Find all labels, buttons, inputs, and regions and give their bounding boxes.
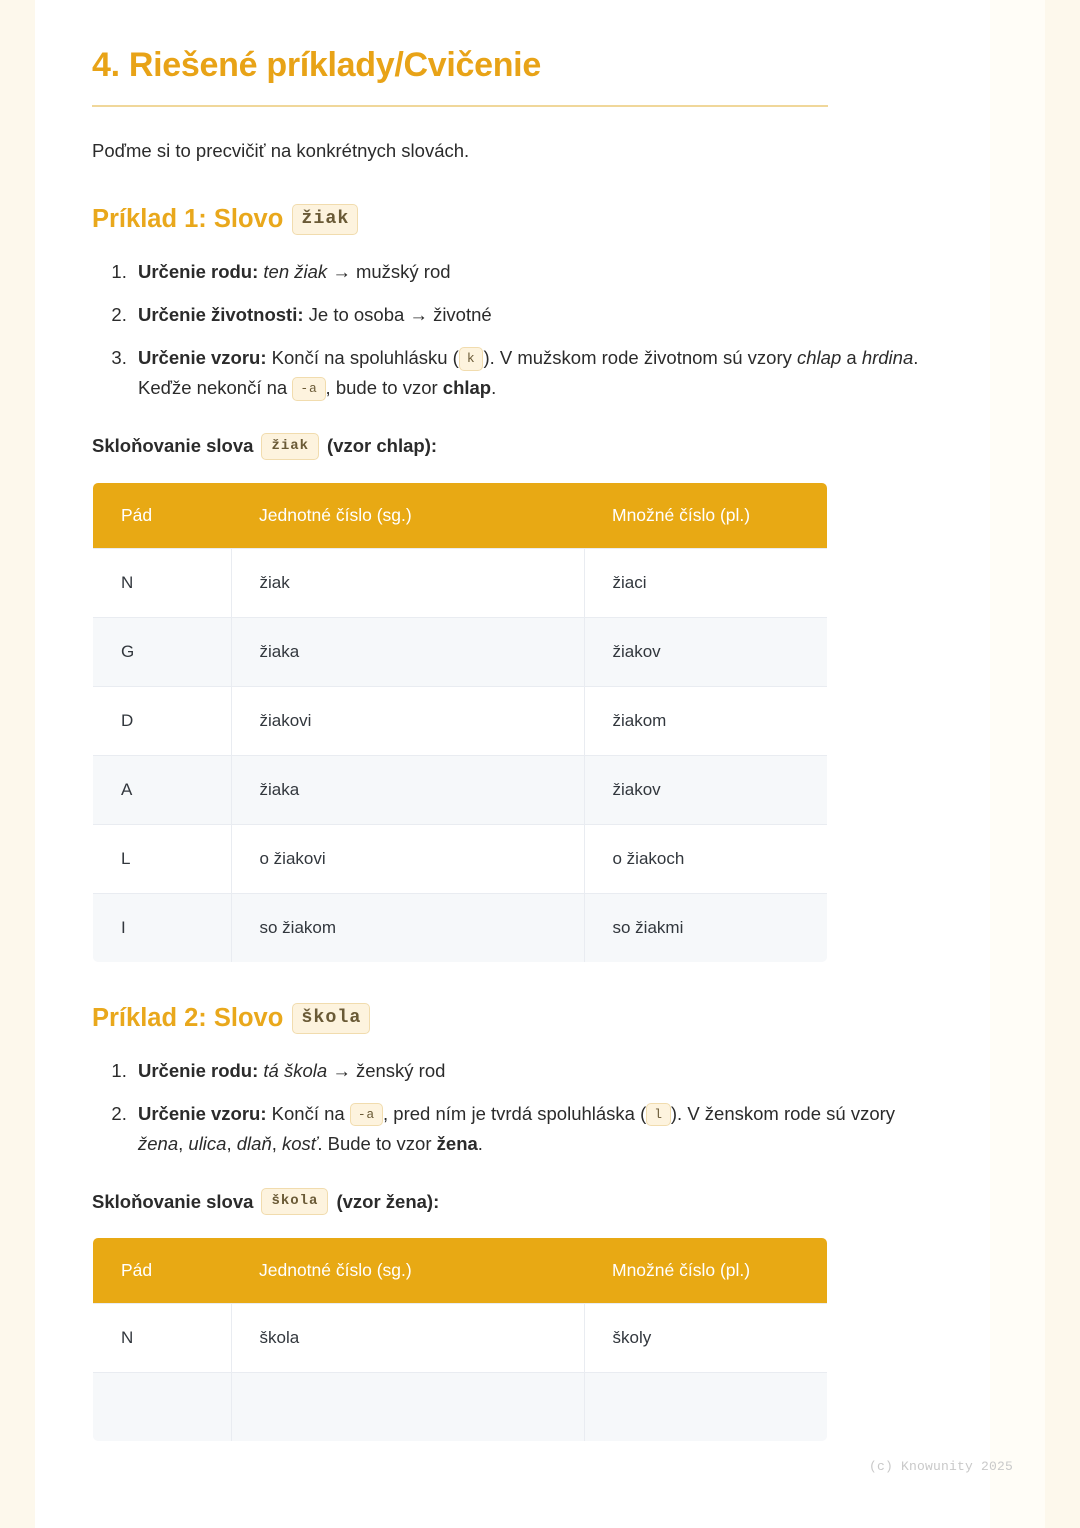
cell-case: [93, 1373, 232, 1442]
cell-plural: o žiakoch: [584, 824, 828, 893]
example-2-word-code: škola: [292, 1003, 370, 1034]
pattern-chlap: chlap: [797, 346, 842, 368]
step-text: ). V mužskom rode životnom sú vzory: [483, 346, 797, 368]
table-row: [93, 1373, 828, 1442]
step-text: ,: [226, 1132, 237, 1154]
cell-case: N: [93, 1304, 232, 1373]
cell-plural: [584, 1373, 828, 1442]
example-2-heading-label: Príklad 2: Slovo: [92, 1003, 284, 1032]
example-2-declension-table: [92, 1237, 828, 1442]
example-1-word-code: žiak: [292, 204, 358, 235]
cell-plural: žiakov: [584, 617, 828, 686]
step-text: ,: [178, 1132, 189, 1154]
inline-code-a: -a: [292, 377, 325, 401]
cell-case: D: [93, 686, 232, 755]
result-pattern: žena: [436, 1132, 478, 1154]
declension-heading-suffix: (vzor žena):: [336, 1190, 440, 1212]
step-text: . Keďže nekončí na: [138, 346, 919, 398]
cell-plural: žiakom: [584, 686, 828, 755]
step-label: Určenie rodu:: [138, 1059, 259, 1081]
column-header-case: Pád: [93, 1238, 232, 1304]
step-italic: tá škola: [263, 1059, 328, 1081]
cell-case: N: [93, 548, 232, 617]
example-2-heading: [92, 1003, 930, 1034]
page-title: 4. Riešené príklady/Cvičenie: [92, 46, 541, 84]
cell-case: L: [93, 824, 232, 893]
document-page: [35, 0, 1045, 1528]
step-text: → ženský rod: [327, 1059, 446, 1081]
cell-plural: žiakov: [584, 755, 828, 824]
pattern-dlan: dlaň: [236, 1132, 272, 1154]
cell-singular: so žiakom: [231, 893, 584, 962]
table-row: [93, 893, 828, 962]
cell-singular: škola: [231, 1304, 584, 1373]
cell-singular: [231, 1373, 584, 1442]
table-header-row: [93, 482, 828, 548]
cell-singular: žiaka: [231, 617, 584, 686]
cell-plural: so žiakmi: [584, 893, 828, 962]
example-1-steps: [92, 257, 930, 403]
example-1-heading-label: Príklad 1: Slovo: [92, 205, 284, 234]
declension-word-code: žiak: [261, 433, 319, 460]
step-text: .: [491, 376, 497, 398]
step-text: . Bude to vzor: [317, 1132, 437, 1154]
cell-case: I: [93, 893, 232, 962]
column-header-case: Pád: [93, 482, 232, 548]
cell-case: A: [93, 755, 232, 824]
step-text: ,: [271, 1132, 283, 1154]
step-text: → mužský rod: [327, 261, 451, 283]
example-2-steps: [92, 1056, 930, 1159]
table-row: [93, 755, 828, 824]
cell-singular: žiakovi: [231, 686, 584, 755]
cell-plural: školy: [584, 1304, 828, 1373]
list-item: [132, 1099, 930, 1159]
declension-word-code: škola: [261, 1188, 328, 1215]
step-text: ). V ženskom rode sú vzory: [670, 1102, 896, 1124]
cell-singular: žiak: [231, 548, 584, 617]
table-row: [93, 824, 828, 893]
list-item: [132, 1056, 930, 1086]
table-row: [93, 1304, 828, 1373]
column-header-plural: Množné číslo (pl.): [584, 1238, 828, 1304]
step-label: Určenie rodu:: [138, 261, 259, 283]
table-row: [93, 686, 828, 755]
document-content: [35, 0, 990, 1442]
table-header-row: [93, 1238, 828, 1304]
result-pattern: chlap: [442, 376, 492, 398]
list-item: [132, 300, 930, 330]
pattern-kost: kosť: [282, 1132, 318, 1154]
pattern-ulica: ulica: [188, 1132, 227, 1154]
inline-code-l: l: [646, 1103, 671, 1127]
table-row: [93, 617, 828, 686]
list-item: [132, 343, 930, 403]
step-text: , pred ním je tvrdá spoluhláska (: [383, 1102, 647, 1124]
step-label: Určenie životnosti:: [138, 304, 304, 325]
pattern-zena: žena: [138, 1132, 179, 1154]
intro-paragraph: Poďme si to precvičiť na konkrétnych slovách.: [92, 139, 470, 161]
title-divider: [92, 105, 828, 107]
cell-case: G: [93, 617, 232, 686]
pattern-hrdina: hrdina: [861, 346, 914, 368]
step-text: Končí na: [266, 1102, 350, 1124]
step-text: , bude to vzor: [325, 376, 443, 398]
cell-plural: žiaci: [584, 548, 828, 617]
declension-heading-suffix: (vzor chlap):: [327, 435, 438, 457]
example-1-declension-table: [92, 482, 828, 963]
cell-singular: žiaka: [231, 755, 584, 824]
example-1-heading: [92, 204, 930, 235]
column-header-singular: Jednotné číslo (sg.): [231, 482, 584, 548]
declension-heading-label: Skloňovanie slova: [92, 1190, 254, 1212]
list-item: [132, 257, 930, 287]
inline-code-a: -a: [350, 1103, 383, 1127]
table-row: [93, 548, 828, 617]
step-italic: ten žiak: [263, 261, 328, 283]
step-text: Je to osoba → životné: [303, 304, 492, 325]
declension-heading-label: Skloňovanie slova: [92, 435, 254, 457]
watermark: (c) Knowunity 2025: [868, 1459, 1013, 1474]
step-text: Končí na spoluhlásku (: [266, 346, 459, 368]
document-sheet: [35, 0, 990, 1528]
example-1-declension-heading: [92, 433, 930, 460]
step-text: .: [477, 1132, 483, 1154]
step-label: Určenie vzoru:: [138, 1102, 267, 1124]
column-header-plural: Množné číslo (pl.): [584, 482, 828, 548]
example-2-declension-heading: [92, 1188, 930, 1215]
inline-code-k: k: [459, 347, 484, 371]
cell-singular: o žiakovi: [231, 824, 584, 893]
column-header-singular: Jednotné číslo (sg.): [231, 1238, 584, 1304]
step-label: Určenie vzoru:: [138, 346, 267, 368]
step-text: a: [841, 346, 862, 368]
